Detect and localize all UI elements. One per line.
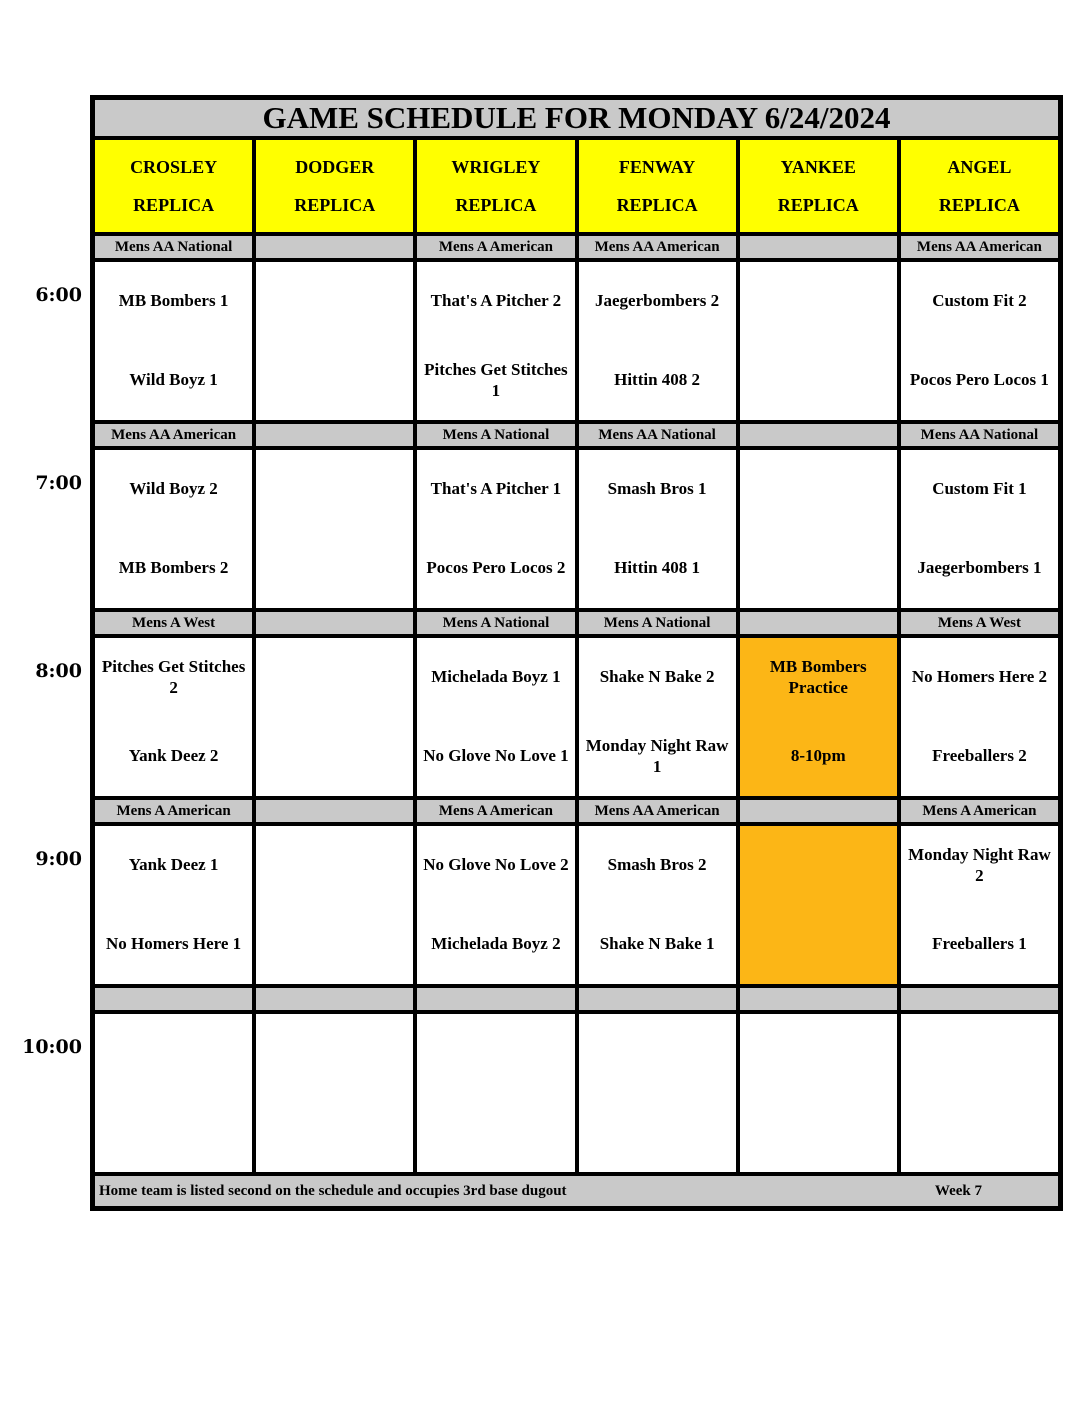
- league-label: [95, 988, 252, 1010]
- schedule-table: [90, 95, 1063, 1211]
- away-team: [417, 1014, 574, 1093]
- league-label: [256, 236, 413, 258]
- week-label: Week 7: [934, 1182, 982, 1199]
- league-label: [901, 988, 1058, 1010]
- league-label: [417, 988, 574, 1010]
- field-name: ANGEL: [947, 156, 1012, 177]
- home-team: Yank Deez 2: [128, 746, 219, 766]
- home-team: No Homers Here 1: [105, 934, 242, 954]
- game-cell: [417, 1014, 574, 1172]
- time-label: 8:00: [35, 660, 82, 682]
- league-label: Mens AA National: [901, 424, 1058, 446]
- league-label: Mens AA American: [579, 236, 736, 258]
- home-team: [740, 905, 897, 984]
- league-label: Mens A National: [417, 424, 574, 446]
- league-label: Mens AA National: [579, 424, 736, 446]
- field-subtitle: REPLICA: [938, 194, 1020, 215]
- field-subtitle: REPLICA: [455, 194, 537, 215]
- home-team: [256, 341, 413, 420]
- away-team: [256, 450, 413, 529]
- game-cell: [740, 1014, 897, 1172]
- away-team: Shake N Bake 2: [599, 667, 715, 687]
- away-team: No Homers Here 2: [911, 667, 1047, 687]
- away-team: Yank Deez 1: [128, 855, 219, 875]
- field-name: CROSLEY: [130, 156, 218, 177]
- time-label: 9:00: [35, 848, 82, 870]
- game-cell: [901, 450, 1058, 608]
- games-row: [95, 1014, 1058, 1172]
- home-team: [740, 529, 897, 608]
- home-team: Shake N Bake 1: [599, 934, 715, 954]
- league-label: Mens A American: [417, 800, 574, 822]
- practice-cell: [740, 638, 897, 796]
- home-team: [95, 1093, 252, 1172]
- league-label: Mens A American: [95, 800, 252, 822]
- game-cell: [901, 1014, 1058, 1172]
- field-header: [95, 140, 252, 232]
- game-cell: [901, 638, 1058, 796]
- league-label: [740, 612, 897, 634]
- game-cell: [417, 826, 574, 984]
- game-cell: [417, 450, 574, 608]
- footer-note: Home team is listed second on the schedule and occupies 3rd base dugout: [99, 1182, 567, 1199]
- league-row: [95, 800, 1058, 822]
- field-name: DODGER: [295, 156, 375, 177]
- away-team: Pitches Get Stitches 2: [101, 657, 246, 697]
- away-team: [901, 1014, 1058, 1093]
- game-cell: [579, 262, 736, 420]
- away-team: No Glove No Love 2: [423, 855, 569, 875]
- league-row: [95, 236, 1058, 258]
- home-team: Freeballers 2: [932, 746, 1027, 766]
- field-header: [579, 140, 736, 232]
- game-cell: [95, 262, 252, 420]
- game-cell: [95, 638, 252, 796]
- away-team: [740, 450, 897, 529]
- league-row: [95, 612, 1058, 634]
- game-cell: [579, 826, 736, 984]
- league-label: Mens AA American: [95, 424, 252, 446]
- league-label: Mens A National: [579, 612, 736, 634]
- home-team: Michelada Boyz 2: [431, 934, 561, 954]
- time-label: 6:00: [35, 284, 82, 306]
- away-team: [256, 638, 413, 717]
- home-team: Pocos Pero Locos 1: [909, 370, 1049, 390]
- away-team: [95, 1014, 252, 1093]
- league-label: Mens AA American: [901, 236, 1058, 258]
- field-header-row: [95, 140, 1058, 232]
- game-cell: [256, 450, 413, 608]
- game-cell: [901, 826, 1058, 984]
- game-cell: [579, 450, 736, 608]
- league-label: Mens A West: [901, 612, 1058, 634]
- away-team: [740, 826, 897, 905]
- away-team: Smash Bros 2: [607, 855, 707, 875]
- field-header: [256, 140, 413, 232]
- field-subtitle: REPLICA: [133, 194, 215, 215]
- field-name: WRIGLEY: [451, 156, 541, 177]
- field-subtitle: REPLICA: [294, 194, 376, 215]
- away-team: That's A Pitcher 2: [430, 291, 562, 311]
- field-subtitle: REPLICA: [777, 194, 859, 215]
- home-team: 8-10pm: [790, 746, 846, 766]
- games-row: [95, 450, 1058, 608]
- home-team: [417, 1093, 574, 1172]
- home-team: Hittin 408 1: [614, 558, 701, 578]
- league-label: Mens AA American: [579, 800, 736, 822]
- home-team: Hittin 408 2: [614, 370, 701, 390]
- away-team: [740, 1014, 897, 1093]
- league-label: Mens A American: [901, 800, 1058, 822]
- game-cell: [417, 638, 574, 796]
- field-header: [740, 140, 897, 232]
- home-team: [256, 717, 413, 796]
- game-cell: [256, 826, 413, 984]
- league-label: [256, 800, 413, 822]
- league-label: [740, 236, 897, 258]
- home-team: [740, 1093, 897, 1172]
- league-label: [256, 424, 413, 446]
- page-title: GAME SCHEDULE FOR MONDAY 6/24/2024: [95, 100, 1058, 136]
- game-cell: [95, 826, 252, 984]
- game-cell: [256, 262, 413, 420]
- away-team: Smash Bros 1: [607, 479, 707, 499]
- games-row: [95, 262, 1058, 420]
- time-label: 10:00: [22, 1036, 82, 1058]
- home-team: [901, 1093, 1058, 1172]
- game-cell: [95, 1014, 252, 1172]
- home-team: MB Bombers 2: [118, 558, 229, 578]
- home-team: [740, 341, 897, 420]
- away-team: [256, 826, 413, 905]
- field-header: [417, 140, 574, 232]
- league-label: Mens AA National: [95, 236, 252, 258]
- league-label: Mens A American: [417, 236, 574, 258]
- games-row: [95, 638, 1058, 796]
- time-label: 7:00: [35, 472, 82, 494]
- away-team: [256, 262, 413, 341]
- league-label: [740, 800, 897, 822]
- game-cell: [579, 638, 736, 796]
- game-cell: [579, 1014, 736, 1172]
- home-team: No Glove No Love 1: [423, 746, 569, 766]
- league-label: [256, 612, 413, 634]
- league-label: [579, 988, 736, 1010]
- home-team: [579, 1093, 736, 1172]
- away-team: Custom Fit 2: [932, 291, 1027, 311]
- away-team: MB Bombers Practice: [769, 657, 867, 697]
- game-cell: [417, 262, 574, 420]
- practice-cell: [740, 826, 897, 984]
- game-cell: [256, 1014, 413, 1172]
- away-team: Wild Boyz 2: [129, 479, 218, 499]
- field-name: FENWAY: [618, 156, 696, 177]
- footer-row: [95, 1176, 1058, 1206]
- games-row: [95, 826, 1058, 984]
- game-cell: [256, 638, 413, 796]
- league-row: [95, 988, 1058, 1010]
- league-label: Mens A National: [417, 612, 574, 634]
- home-team: Freeballers 1: [932, 934, 1027, 954]
- away-team: [740, 262, 897, 341]
- home-team: Monday Night Raw 1: [585, 736, 729, 776]
- away-team: [256, 1014, 413, 1093]
- game-cell: [740, 262, 897, 420]
- away-team: Michelada Boyz 1: [431, 667, 561, 687]
- league-label: Mens A West: [95, 612, 252, 634]
- field-name: YANKEE: [780, 156, 856, 177]
- league-label: [740, 424, 897, 446]
- home-team: [256, 1093, 413, 1172]
- away-team: [579, 1014, 736, 1093]
- home-team: [256, 529, 413, 608]
- home-team: [256, 905, 413, 984]
- game-cell: [740, 450, 897, 608]
- home-team: Pocos Pero Locos 2: [426, 558, 566, 578]
- league-label: [740, 988, 897, 1010]
- away-team: That's A Pitcher 1: [430, 479, 562, 499]
- home-team: Pitches Get Stitches 1: [424, 360, 568, 400]
- field-subtitle: REPLICA: [616, 194, 698, 215]
- game-cell: [901, 262, 1058, 420]
- away-team: Custom Fit 1: [932, 479, 1027, 499]
- away-team: Jaegerbombers 2: [594, 291, 720, 311]
- league-label: [256, 988, 413, 1010]
- game-cell: [95, 450, 252, 608]
- away-team: Monday Night Raw 2: [908, 845, 1051, 885]
- field-header: [901, 140, 1058, 232]
- league-row: [95, 424, 1058, 446]
- away-team: MB Bombers 1: [118, 291, 229, 311]
- home-team: Wild Boyz 1: [129, 370, 218, 390]
- home-team: Jaegerbombers 1: [917, 558, 1042, 578]
